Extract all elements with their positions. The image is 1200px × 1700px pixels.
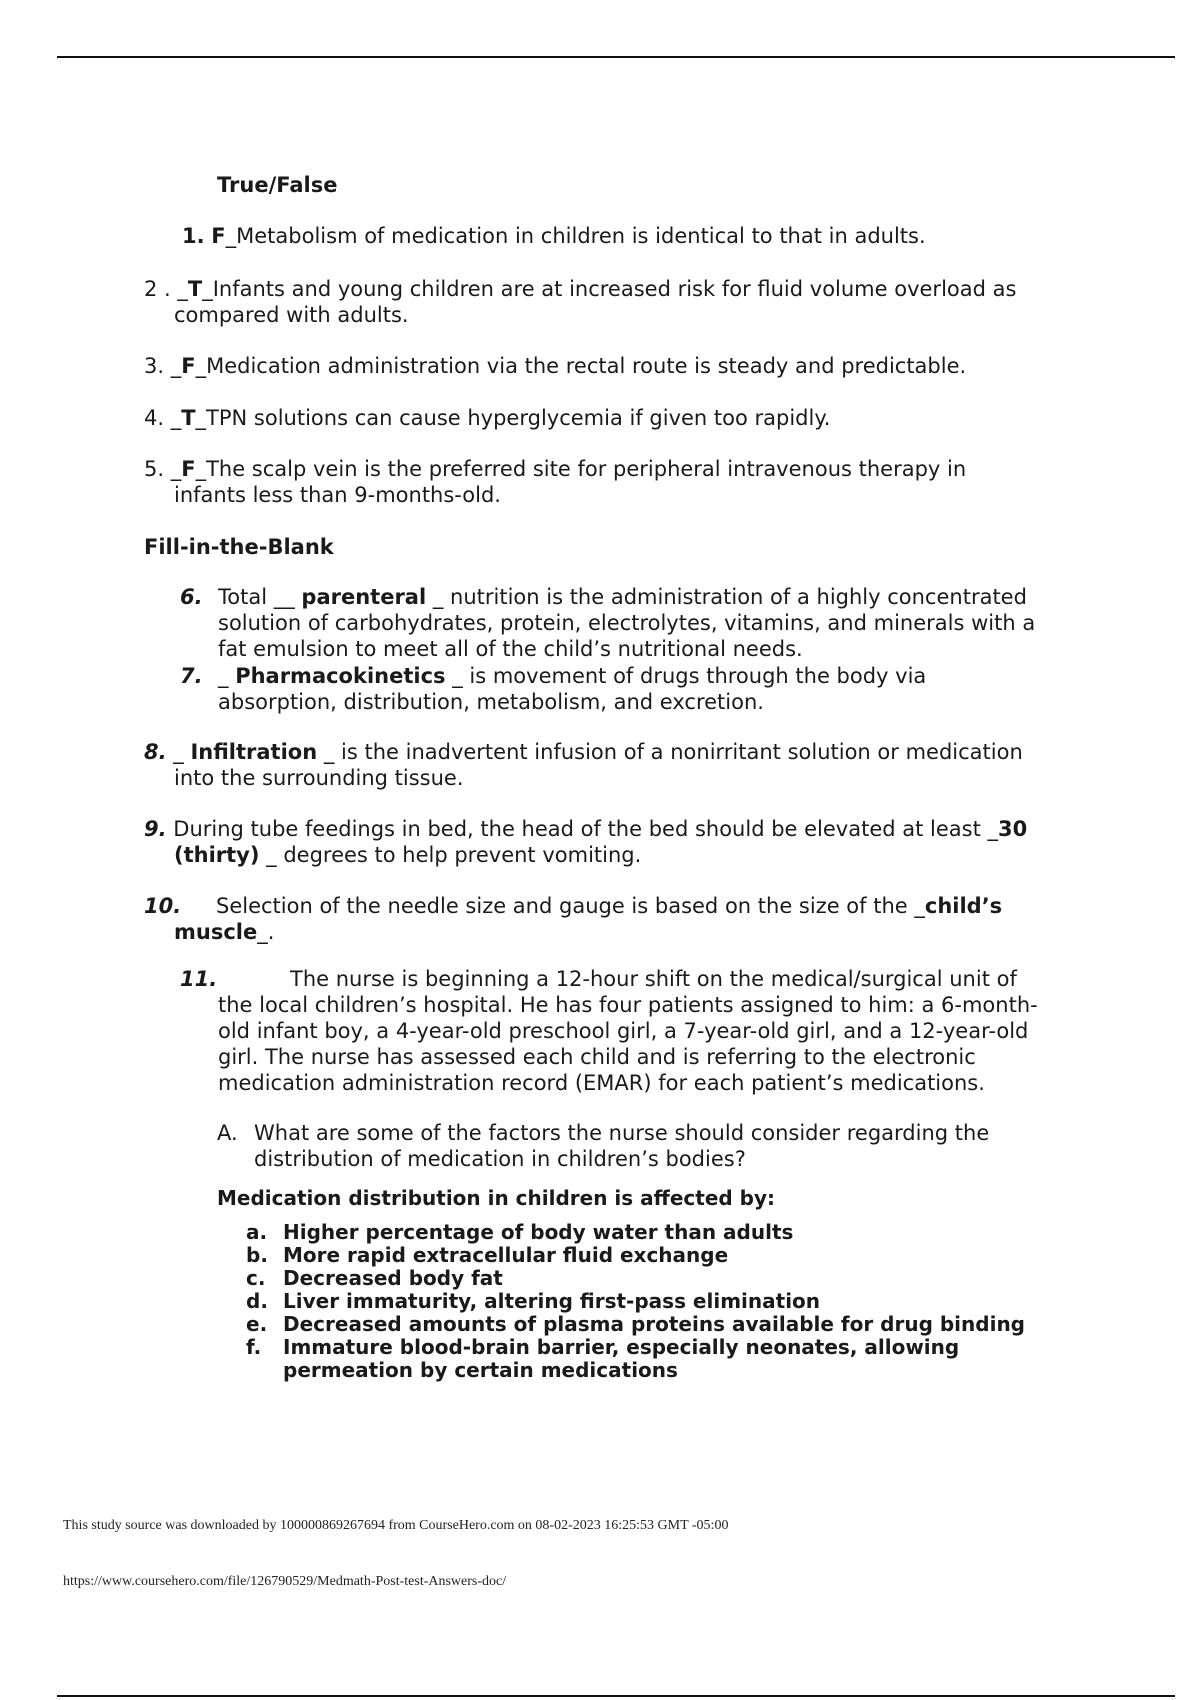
fill-question-8: 8. _ Infiltration _ is the inadvertent infusion of a nonirritant solution or medication into the surrounding tissue. [144, 740, 1023, 790]
list-item-continuation: permeation by certain medications [283, 1358, 678, 1382]
list-item: d. Liver immaturity, altering first-pass elimination [246, 1289, 821, 1313]
source-url[interactable]: https://www.coursehero.com/file/126790529/Medmath-Post-test-Answers-doc/ [63, 1574, 507, 1589]
tf-question-2: 2 . _T_Infants and young children are at increased risk for fluid volume overload as compared with adults. [144, 277, 1017, 327]
sub-question-a: A. What are some of the factors the nurse should consider regarding the distribution of medication in children’s bodies? [217, 1121, 990, 1171]
case-question-11: 11. The nurse is beginning a 12-hour shift on the medical/surgical unit of the local children’s hospital. He has four patients assigned to him: a 6-month- old infant boy, a 4-year-old preschool girl, a 7-year-old girl, and a 12-year-old girl. The nurse has assessed each child and is referring to the electronic medication administration record (EMAR) for each patient’s medications. [180, 967, 1038, 1095]
list-item: b. More rapid extracellular fluid exchange [246, 1243, 729, 1267]
answer-list [246, 1221, 1025, 1382]
top-rule [57, 56, 1175, 58]
fill-question-9: 9. During tube feedings in bed, the head of the bed should be elevated at least _30 (thirty) _ degrees to help prevent vomiting. [144, 817, 1028, 867]
bottom-rule [57, 1695, 1175, 1697]
answer-heading: Medication distribution in children is affected by: [217, 1186, 776, 1210]
section-heading-fill-in: Fill-in-the-Blank [144, 535, 334, 559]
list-item: c. Decreased body fat [246, 1266, 503, 1290]
tf-question-1: 1. F_Metabolism of medication in children is identical to that in adults. [182, 224, 926, 248]
tf-question-3: 3. _F_Medication administration via the rectal route is steady and predictable. [144, 354, 967, 378]
section-heading-true-false: True/False [217, 173, 338, 197]
list-item: e. Decreased amounts of plasma proteins available for drug binding [246, 1312, 1025, 1336]
fill-question-7: 7. _ Pharmacokinetics _ is movement of drugs through the body via absorption, distribution, metabolism, and excretion. [180, 664, 927, 714]
fill-question-6: 6. Total __ parenteral _ nutrition is the administration of a highly concentrated solution of carbohydrates, protein, electrolytes, vitamins, and minerals with a fat emulsion to meet all of the child’s nutritional needs. [180, 585, 1036, 661]
list-item: a. Higher percentage of body water than adults [246, 1220, 794, 1244]
tf-question-4: 4. _T_TPN solutions can cause hyperglycemia if given too rapidly. [144, 406, 831, 430]
tf-question-5: 5. _F_The scalp vein is the preferred site for peripheral intravenous therapy in infants less than 9-months-old. [144, 457, 967, 507]
fill-question-10: 10. Selection of the needle size and gauge is based on the size of the _child’s muscle_. [144, 894, 1003, 944]
source-footer: This study source was downloaded by 100000869267694 from CourseHero.com on 08-02-2023 16:25:53 GMT -05:00 [63, 1518, 729, 1533]
list-item: f. Immature blood-brain barrier, especially neonates, allowing [246, 1335, 960, 1359]
